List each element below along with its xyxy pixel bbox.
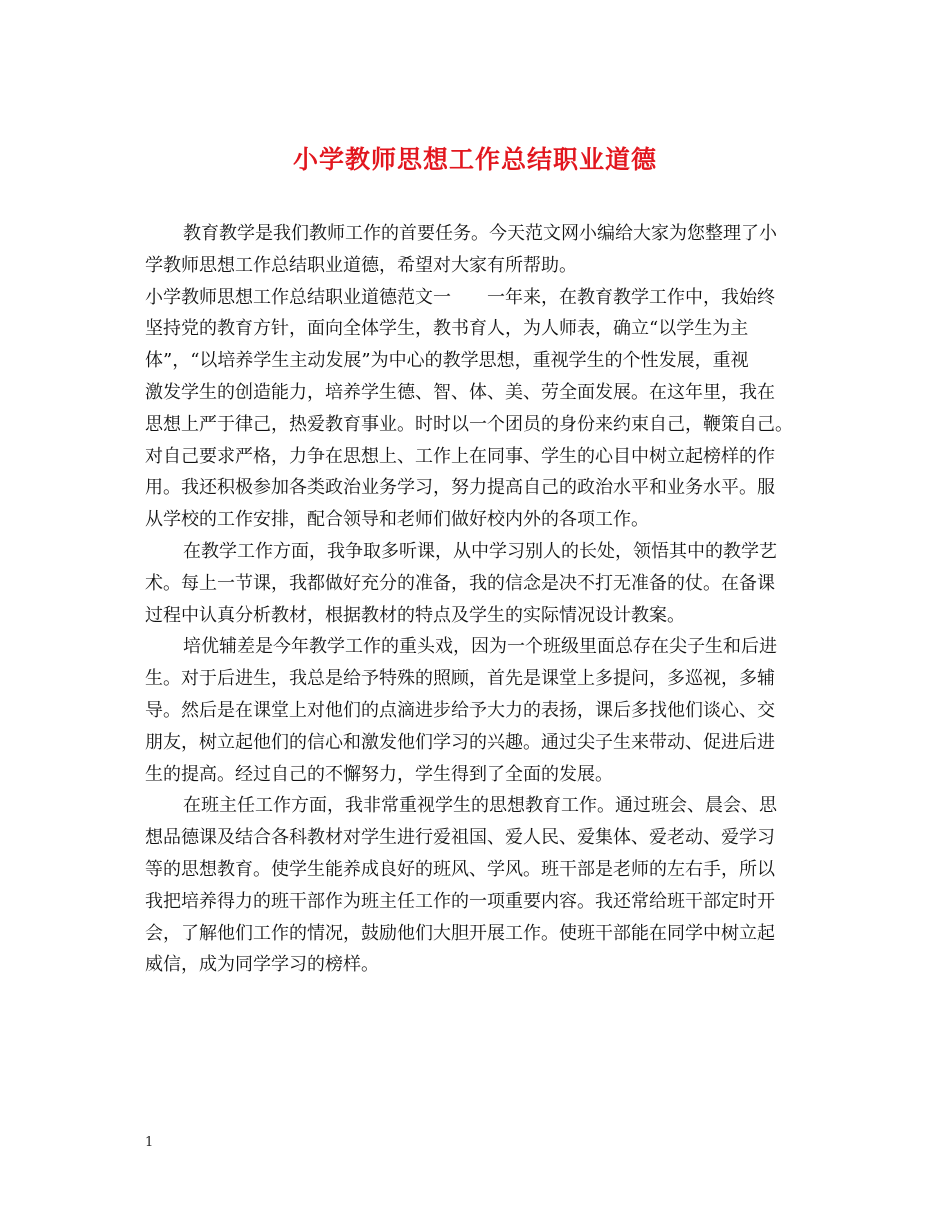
text-line: 我把培养得力的班干部作为班主任工作的一项重要内容。我还常给班干部定时开 <box>145 890 775 912</box>
page-number: 1 <box>145 1135 154 1150</box>
text-line: 体”，“以培养学生主动发展”为中心的教学思想，重视学生的个性发展，重视 <box>145 350 749 372</box>
text-line: 培优辅差是今年教学工作的重头戏，因为一个班级里面总存在尖子生和后进 <box>183 636 777 658</box>
text-line: 思想上严于律己，热爱教育事业。时时以一个团员的身份来约束自己，鞭策自己。 <box>145 413 793 435</box>
text-line: 激发学生的创造能力，培养学生德、智、体、美、劳全面发展。在这年里，我在 <box>145 381 775 403</box>
text-line: 术。每上一节课，我都做好充分的准备，我的信念是决不打无准备的仗。在备课 <box>145 572 775 594</box>
text-line: 生的提高。经过自己的不懈努力，学生得到了全面的发展。 <box>145 763 613 785</box>
text-line: 小学教师思想工作总结职业道德范文一 一年来，在教育教学工作中，我始终 <box>145 286 775 308</box>
text-line: 导。然后是在课堂上对他们的点滴进步给予大力的表扬，课后多找他们谈心、交 <box>145 699 775 721</box>
text-line: 在班主任工作方面，我非常重视学生的思想教育工作。通过班会、晨会、思 <box>183 795 777 817</box>
text-line: 学教师思想工作总结职业道德，希望对大家有所帮助。 <box>145 254 577 276</box>
text-line: 生。对于后进生，我总是给予特殊的照顾，首先是课堂上多提问，多巡视，多辅 <box>145 668 775 690</box>
text-line: 过程中认真分析教材，根据教材的特点及学生的实际情况设计教案。 <box>145 604 685 626</box>
text-line: 从学校的工作安排，配合领导和老师们做好校内外的各项工作。 <box>145 509 649 531</box>
text-line: 教育教学是我们教师工作的首要任务。今天范文网小编给大家为您整理了小 <box>183 223 777 244</box>
document-title: 小学教师思想工作总结职业道德 <box>292 145 657 174</box>
text-line: 坚持党的教育方针，面向全体学生，教书育人，为人师表，确立“以学生为主 <box>145 318 749 340</box>
text-line: 在教学工作方面，我争取多听课，从中学习别人的长处，领悟其中的教学艺 <box>183 540 777 562</box>
text-line: 会，了解他们工作的情况，鼓励他们大胆开展工作。使班干部能在同学中树立起 <box>145 922 775 944</box>
text-line: 用。我还积极参加各类政治业务学习，努力提高自己的政治水平和业务水平。服 <box>145 477 775 499</box>
text-line: 想品德课及结合各科教材对学生进行爱祖国、爱人民、爱集体、爱老动、爱学习 <box>145 827 775 849</box>
text-line: 等的思想教育。使学生能养成良好的班风、学风。班干部是老师的左右手，所以 <box>145 858 775 880</box>
document-body <box>145 218 810 981</box>
text-line: 威信，成为同学学习的榜样。 <box>145 954 379 976</box>
text-line: 朋友，树立起他们的信心和激发他们学习的兴趣。通过尖子生来带动、促进后进 <box>145 731 775 753</box>
text-line: 对自己要求严格，力争在思想上、工作上在同事、学生的心目中树立起榜样的作 <box>145 445 775 467</box>
